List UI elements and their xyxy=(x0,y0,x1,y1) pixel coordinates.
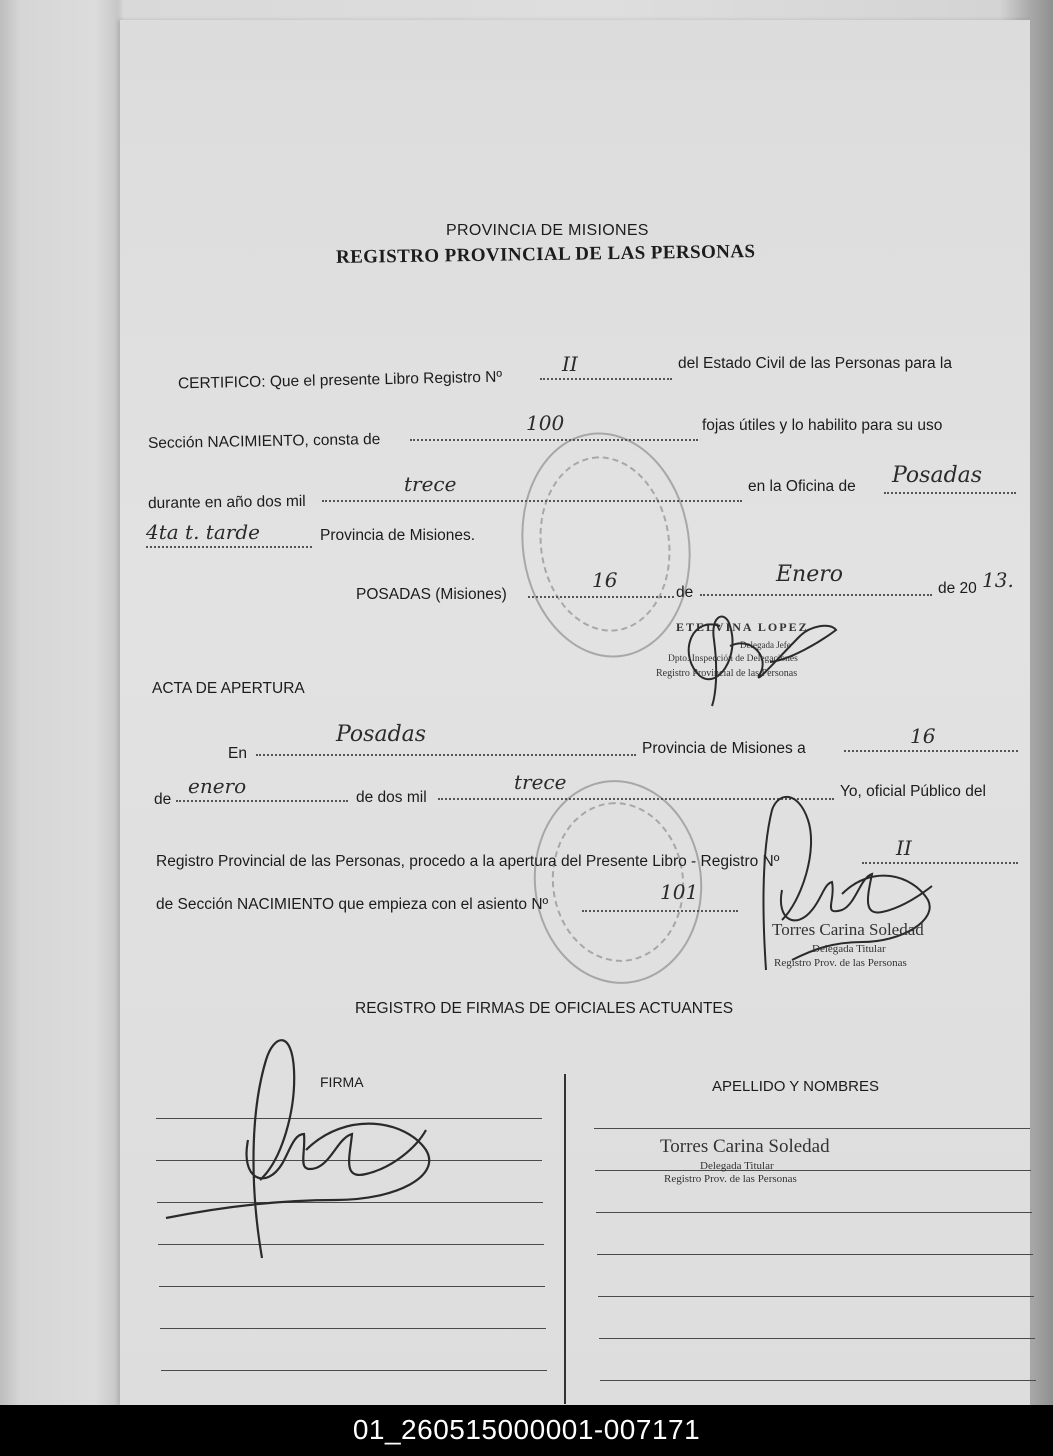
dotted-line xyxy=(844,750,1018,752)
nombres-column-header: APELLIDO Y NOMBRES xyxy=(712,1078,880,1095)
acta-en: En xyxy=(228,745,247,762)
certifico-line4-end: Provincia de Misiones. xyxy=(320,527,476,544)
acta-provincia: Provincia de Misiones a xyxy=(642,740,806,757)
certifico-line2-start: Sección NACIMIENTO, consta de xyxy=(147,430,381,453)
certifico-line2-end: fojas útiles y lo habilito para su uso xyxy=(702,417,943,434)
handwritten-day: 16 xyxy=(592,568,618,592)
place-date-label: POSADAS (Misiones) xyxy=(356,586,507,603)
stamp-titular-name: Torres Carina Soledad xyxy=(772,920,924,939)
nombre-row-line xyxy=(598,1296,1034,1297)
acta-dos-mil: de dos mil xyxy=(356,789,427,806)
handwritten-acta-month: enero xyxy=(188,774,247,798)
dotted-line xyxy=(322,500,742,502)
nombre-row-line xyxy=(600,1380,1036,1381)
firma-signature xyxy=(156,1030,446,1270)
dotted-line xyxy=(528,596,674,598)
dotted-line xyxy=(884,492,1016,494)
dotted-line xyxy=(582,910,738,912)
stamp-delegate-name: ETELVINA LOPEZ xyxy=(676,620,809,634)
firmante-role: Delegada Titular xyxy=(700,1160,774,1172)
dotted-line xyxy=(176,800,348,802)
stamp-delegate-role: Delegada Jefe xyxy=(740,640,791,650)
handwritten-year: trece xyxy=(404,472,457,496)
handwritten-oficina: Posadas xyxy=(892,463,983,488)
dotted-line xyxy=(146,546,312,548)
handwritten-oficina-detail: 4ta t. tarde xyxy=(146,520,260,544)
document-id: 01_260515000001-007171 xyxy=(352,1414,701,1445)
nombre-row-line xyxy=(597,1254,1033,1255)
nombre-row-line xyxy=(599,1338,1035,1339)
dotted-line xyxy=(410,439,698,441)
firmante-org: Registro Prov. de las Personas xyxy=(664,1173,797,1185)
stamp-titular-role: Delegada Titular xyxy=(812,943,886,955)
stamp-delegate-org: Dpto. Inspección de Delegaciones xyxy=(668,654,798,664)
date-de: de xyxy=(676,584,694,601)
acta-yo-oficial: Yo, oficial Público del xyxy=(840,783,986,800)
registry-title: REGISTRO PROVINCIAL DE LAS PERSONAS xyxy=(335,241,756,268)
acta-line4: de Sección NACIMIENTO que empieza con el asiento Nº xyxy=(156,896,549,913)
dotted-line xyxy=(256,754,636,756)
handwritten-acta-year: trece xyxy=(514,770,567,794)
stamp-titular-org: Registro Prov. de las Personas xyxy=(774,957,907,969)
handwritten-acta-day: 16 xyxy=(910,724,936,748)
date-year-prefix: de 20 xyxy=(938,580,977,597)
firma-row-line xyxy=(160,1328,546,1329)
acta-de: de xyxy=(154,791,172,808)
table-column-divider xyxy=(564,1074,566,1404)
handwritten-fojas: 100 xyxy=(526,411,565,435)
acta-line3: Registro Provincial de las Personas, procedo a la apertura del Presente Libro - Registro Nº xyxy=(156,853,780,870)
certifico-line3-oficina: en la Oficina de xyxy=(748,478,856,495)
handwritten-asiento: 101 xyxy=(660,880,699,904)
stamp-delegate-org2: Registro Provincial de las Personas xyxy=(656,668,798,679)
handwritten-lugar: Posadas xyxy=(336,722,427,747)
certifico-line1-end: del Estado Civil de las Personas para la xyxy=(678,355,952,372)
certifico-line1-start: CERTIFICO: Que el presente Libro Registro Nº xyxy=(177,368,503,393)
nombre-row-line xyxy=(594,1128,1030,1129)
firma-row-line xyxy=(161,1370,547,1371)
handwritten-year-digits: 13. xyxy=(982,568,1014,592)
handwritten-month: Enero xyxy=(776,562,844,587)
firma-row-line xyxy=(159,1286,545,1287)
dotted-line xyxy=(540,378,672,380)
firmas-title: REGISTRO DE FIRMAS DE OFICIALES ACTUANTES xyxy=(355,1000,734,1017)
handwritten-registro-number: II xyxy=(896,836,912,860)
acta-title: ACTA DE APERTURA xyxy=(152,680,305,697)
delegate-signature xyxy=(660,596,850,712)
nombre-row-line xyxy=(595,1170,1031,1171)
scan-footer-bar xyxy=(0,1405,1053,1456)
firmante-name: Torres Carina Soledad xyxy=(660,1136,830,1157)
handwritten-libro-number: II xyxy=(562,352,578,376)
certifico-line3-start: durante en año dos mil xyxy=(147,492,306,513)
firma-column-header: FIRMA xyxy=(320,1074,364,1090)
nombre-row-line xyxy=(596,1212,1032,1213)
province-heading: PROVINCIA DE MISIONES xyxy=(446,222,649,239)
